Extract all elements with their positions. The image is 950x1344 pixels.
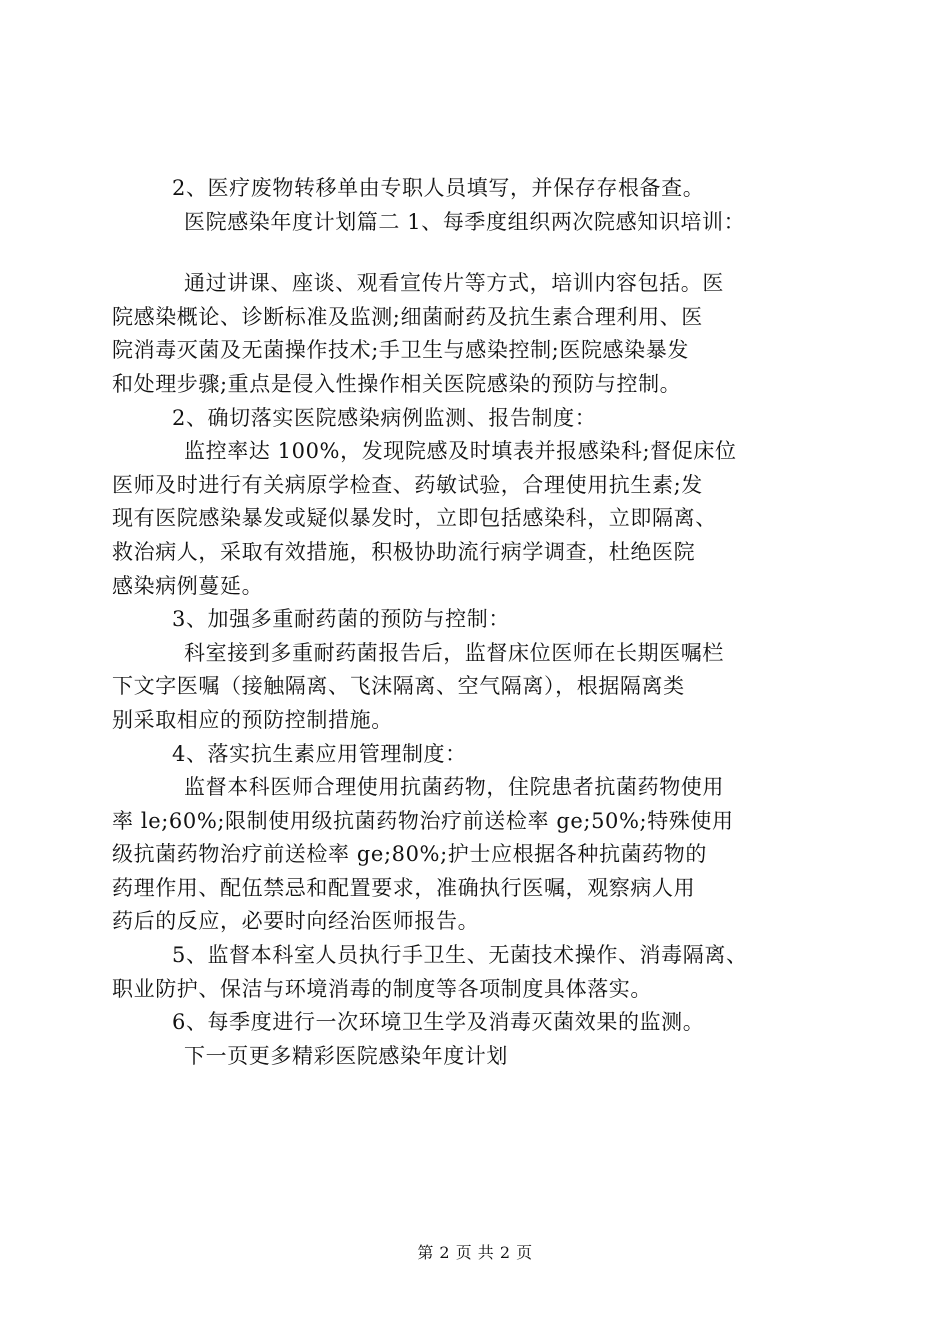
text-line: 6、每季度进行一次环境卫生学及消毒灭菌效果的监测。	[172, 1010, 705, 1035]
text-line: 级抗菌药物治疗前送检率 ge;80%;护士应根据各种抗菌药物的	[112, 842, 707, 867]
text-line: 和处理步骤;重点是侵入性操作相关医院感染的预防与控制。	[112, 371, 682, 396]
text-line: 医院感染年度计划篇二 1、每季度组织两次院感知识培训：	[184, 209, 746, 234]
text-line: 药理作用、配伍禁忌和配置要求，准确执行医嘱，观察病人用	[112, 875, 696, 900]
text-line: 监督本科医师合理使用抗菌药物，住院患者抗菌药物使用	[184, 775, 724, 800]
text-line: 感染病例蔓延。	[112, 573, 264, 598]
text-line: 2、确切落实医院感染病例监测、报告制度：	[172, 405, 597, 430]
text-line: 救治病人，采取有效措施，积极协助流行病学调查，杜绝医院	[112, 539, 696, 564]
text-line: 率 le;60%;限制使用级抗菌药物治疗前送检率 ge;50%;特殊使用	[112, 808, 734, 833]
document-body	[112, 172, 848, 1073]
paragraph-gap	[112, 239, 848, 267]
text-line: 院感染概论、诊断标准及监测;细菌耐药及抗生素合理利用、医	[112, 304, 703, 329]
text-line: 监控率达 100%，发现院感及时填表并报感染科;督促床位	[184, 439, 737, 464]
text-line: 职业防护、保洁与环境消毒的制度等各项制度具体落实。	[112, 976, 652, 1001]
text-line: 药后的反应，必要时向经治医师报告。	[112, 909, 480, 934]
text-line: 院消毒灭菌及无菌操作技术;手卫生与感染控制;医院感染暴发	[112, 338, 689, 363]
text-line: 3、加强多重耐药菌的预防与控制：	[172, 607, 510, 632]
text-line: 科室接到多重耐药菌报告后，监督床位医师在长期医嘱栏	[184, 640, 724, 665]
text-line: 通过讲课、座谈、观看宣传片等方式，培训内容包括。医	[184, 271, 724, 296]
text-line: 现有医院感染暴发或疑似暴发时，立即包括感染科，立即隔离、	[112, 506, 717, 531]
text-line: 下文字医嘱（接触隔离、飞沫隔离、空气隔离），根据隔离类	[112, 674, 685, 699]
text-line: 4、落实抗生素应用管理制度：	[172, 741, 467, 766]
text-line: 2、医疗废物转移单由专职人员填写，并保存存根备查。	[172, 176, 705, 200]
text-line: 别采取相应的预防控制措施。	[112, 707, 393, 732]
text-line: 5、监督本科室人员执行手卫生、无菌技术操作、消毒隔离、	[172, 943, 748, 968]
text-line: 下一页更多精彩医院感染年度计划	[184, 1043, 508, 1068]
page-number-footer: 第 2 页 共 2 页	[417, 1243, 533, 1262]
text-line: 医师及时进行有关病原学检查、药敏试验，合理使用抗生素;发	[112, 472, 703, 497]
